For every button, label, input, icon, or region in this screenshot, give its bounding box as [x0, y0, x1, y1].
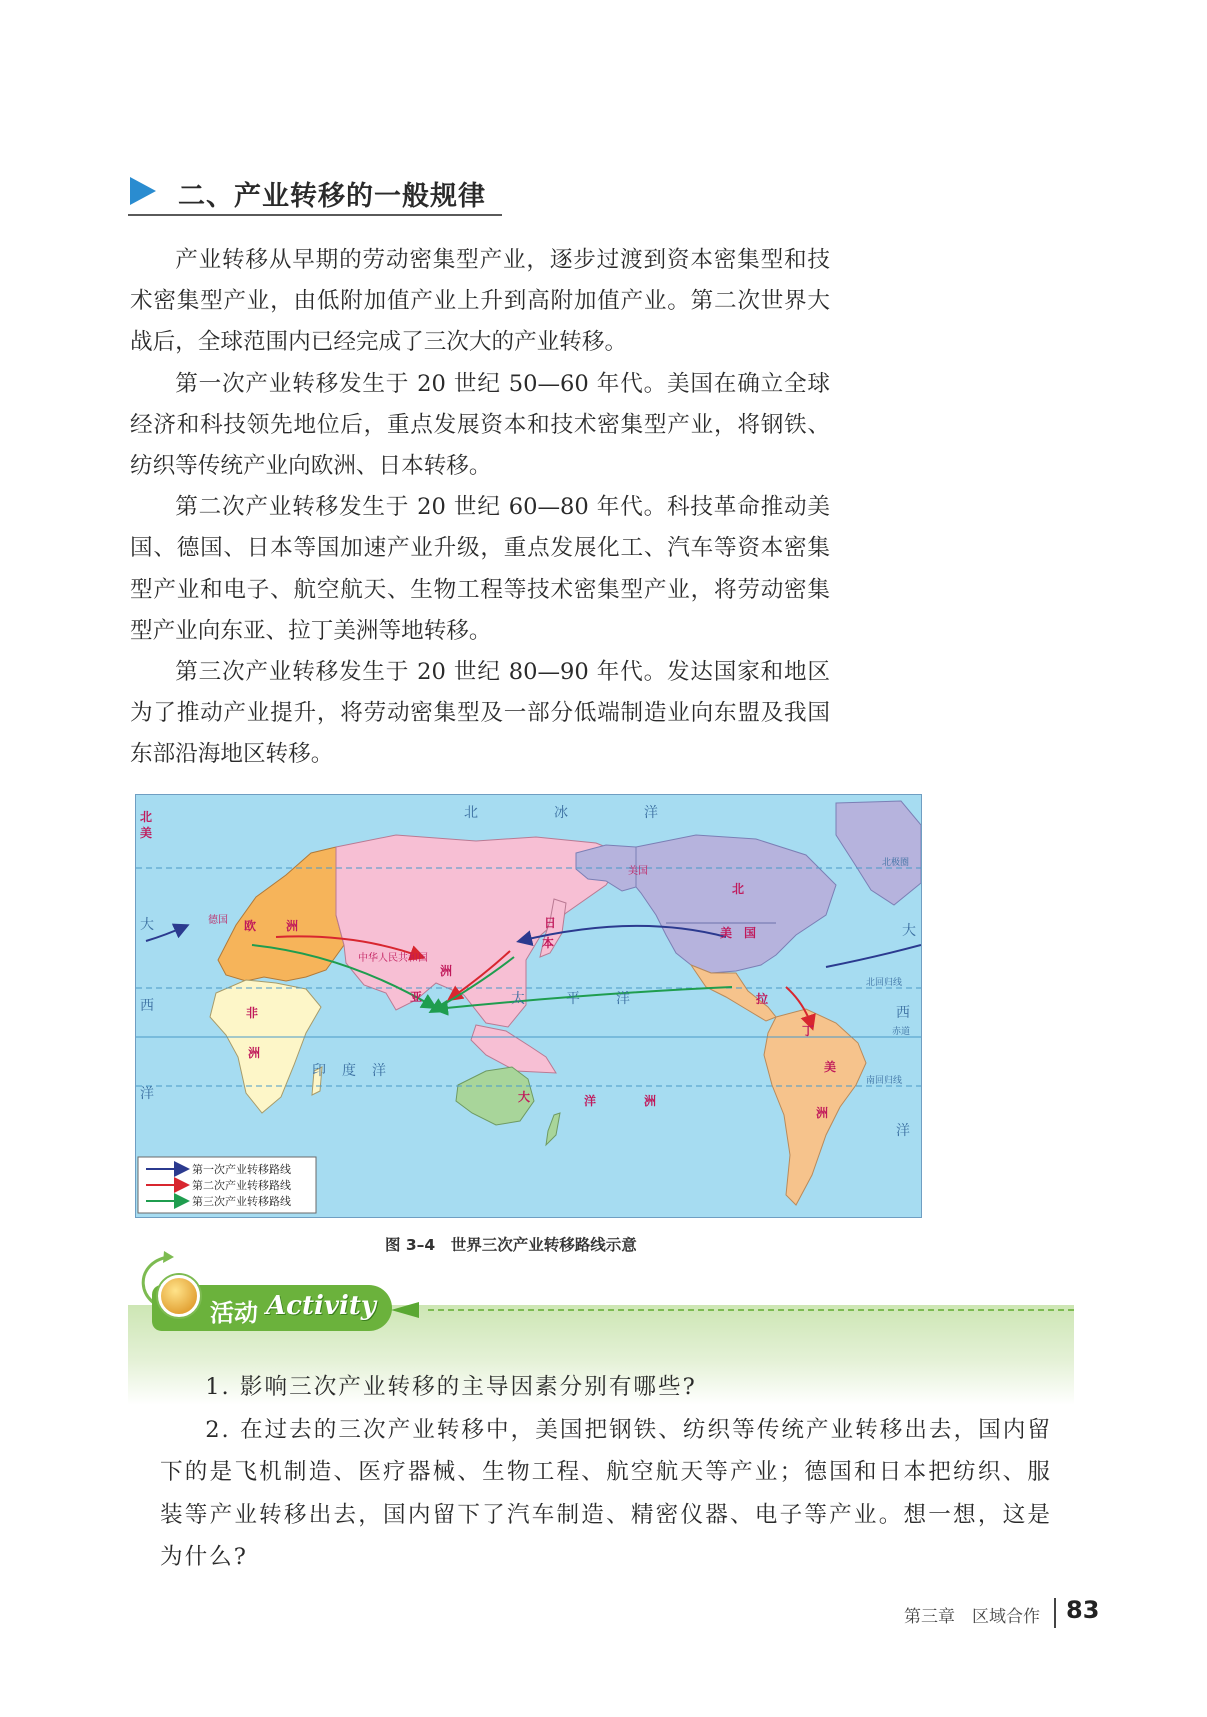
section-triangle-icon [130, 177, 156, 205]
activity-arrow-icon [391, 1302, 419, 1318]
map-label-north-america: 北 [732, 882, 745, 896]
map-label-atlantic-left: 西 [140, 998, 154, 1014]
map-label-atlantic-right: 洋 [896, 1123, 910, 1139]
legend-label-first: 第一次产业转移路线 [192, 1163, 291, 1176]
map-label-latin: 拉 [756, 992, 769, 1006]
chapter-label: 第三章 区域合作 [904, 1607, 1040, 1627]
map-label-oceania: 洲 [644, 1094, 657, 1108]
map-label-africa: 洲 [248, 1046, 261, 1060]
paragraph: 产业转移从早期的劳动密集型产业，逐步过渡到资本密集型和技术密集型产业，由低附加值产业上升到高附加值产业。第二次世界大战后，全球范围内已经完成了三次大的产业转移。 [130, 247, 830, 356]
section-underline [128, 214, 502, 216]
page-number: 83 [1066, 1596, 1100, 1624]
map-label-latin: 洲 [816, 1106, 829, 1120]
activity-questions [160, 1366, 1052, 1579]
map-label-europe: 洲 [286, 919, 299, 933]
activity-question: 1. 影响三次产业转移的主导因素分别有哪些? [205, 1374, 697, 1400]
legend-label-second: 第二次产业转移路线 [192, 1179, 291, 1192]
map-label-africa: 非 [246, 1006, 259, 1020]
map-label-atlantic-left: 洋 [140, 1086, 154, 1102]
map-label-germany: 德国 [208, 915, 228, 926]
figure-caption: 图 3–4 世界三次产业转移路线示意 [385, 1236, 637, 1254]
legend-label-third: 第三次产业转移路线 [192, 1195, 291, 1208]
map-label-europe: 欧 [244, 919, 257, 933]
map-label-latin: 丁 [802, 1024, 815, 1038]
footer-divider [1054, 1598, 1056, 1628]
map-label-atlantic-left: 大 [140, 917, 154, 933]
map-label-asia: 洲 [440, 964, 453, 978]
map-label-arctic: 冰 [554, 805, 568, 821]
world-map-figure [135, 794, 922, 1218]
map-label-pacific: 平 [566, 991, 580, 1007]
activity-label-cn: 活动 [210, 1299, 258, 1327]
map-label-oceania: 洋 [584, 1094, 597, 1108]
map-label-arctic-circle: 北极圈 [882, 858, 910, 868]
map-label-indian: 度 [342, 1063, 356, 1079]
activity-badge-icon [158, 1275, 200, 1317]
activity-question: 2. 在过去的三次产业转移中，美国把钢铁、纺织等传统产业转移出去，国内留下的是飞机制造、医疗器械、生物工程、航空航天等产业；德国和日本把纺织、服装等产业转移出去，国内留下了汽车制造、精密仪器、电子等产业。想一想，这是为什么? [160, 1416, 1052, 1571]
activity-label-en: Activity [266, 1291, 376, 1321]
map-label-pacific: 洋 [616, 991, 630, 1007]
map-label-oceania: 大 [518, 1090, 531, 1104]
map-label-arctic: 北 [464, 805, 478, 821]
map-label-latin: 美 [824, 1060, 837, 1074]
section-heading [128, 172, 502, 216]
map-label-indian: 洋 [372, 1063, 386, 1079]
paragraph: 第三次产业转移发生于 20 世纪 80—90 年代。发达国家和地区为了推动产业提升，将劳动密集型及一部分低端制造业向东盟及我国东部沿海地区转移。 [130, 659, 830, 768]
page-footer [904, 1598, 1104, 1628]
section-title: 二、产业转移的一般规律 [178, 181, 486, 212]
map-label-japan: 日 [544, 916, 557, 930]
map-label-indian: 印 [312, 1063, 326, 1079]
map-label-usa: 美 国 [720, 926, 757, 940]
map-label-tropic-cancer: 北回归线 [866, 978, 903, 988]
paragraph: 第二次产业转移发生于 20 世纪 60—80 年代。科技革命推动美国、德国、日本等国加速产业升级，重点发展化工、汽车等资本密集型产业和电子、航空航天、生物工程等技术密集型产业，将劳动密集型产业向东亚、拉丁美洲等地转移。 [130, 494, 830, 644]
map-label-china: 中华人民共和国 [358, 953, 428, 964]
map-label-na-top: 美 [140, 826, 153, 840]
paragraph: 第一次产业转移发生于 20 世纪 50—60 年代。美国在确立全球经济和科技领先地位后，重点发展资本和技术密集型产业，将钢铁、纺织等传统产业向欧洲、日本转移。 [130, 370, 830, 480]
map-label-na-top: 北 [140, 810, 153, 824]
map-legend [138, 1157, 316, 1213]
map-label-equator: 赤道 [892, 1027, 911, 1037]
map-label-japan: 本 [542, 936, 555, 950]
map-label-pacific: 太 [511, 991, 525, 1007]
map-label-arctic: 洋 [644, 805, 658, 821]
body-text [130, 240, 830, 776]
map-label-atlantic-right: 西 [896, 1005, 910, 1021]
map-label-asia: 亚 [410, 990, 423, 1004]
map-label-tropic-capricorn: 南回归线 [866, 1076, 903, 1086]
map-label-usa-alaska: 美国 [628, 866, 648, 877]
activity-dashed-line [428, 1309, 1074, 1311]
map-label-atlantic-right: 大 [902, 923, 916, 939]
